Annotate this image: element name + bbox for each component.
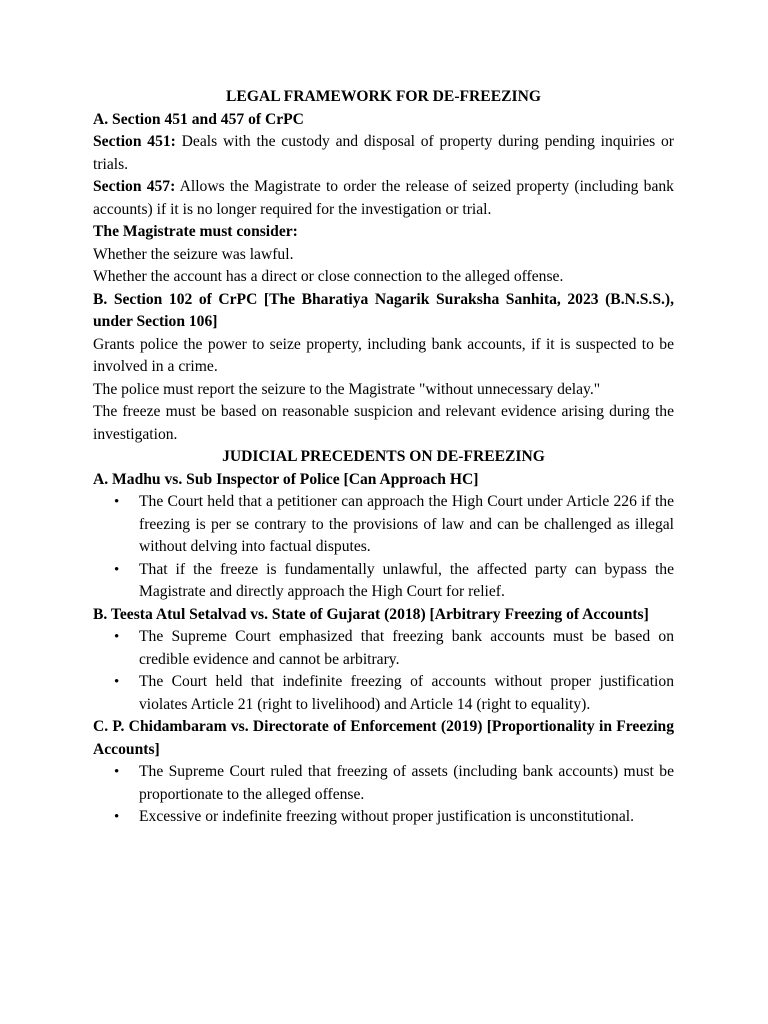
heading-magistrate-consider: The Magistrate must consider: xyxy=(93,223,298,240)
text-section-451: Deals with the custody and disposal of property during pending inquiries or trials. xyxy=(93,133,674,173)
list-case-chidambaram xyxy=(93,761,674,829)
list-item-text: That if the freeze is fundamentally unlawful, the affected party can bypass the Magistrate and directly approach the High Court for relief. xyxy=(139,560,674,600)
heading-case-madhu: A. Madhu vs. Sub Inspector of Police [Can Approach HC] xyxy=(93,470,479,488)
list-item xyxy=(93,491,674,559)
list-item-text: The Court held that indefinite freezing of accounts without proper justification violates Article 21 (right to livelihood) and Article 14 (right to equality). xyxy=(139,673,674,713)
bullet-icon: • xyxy=(114,674,120,690)
paragraph-section-451 xyxy=(93,131,674,176)
list-item xyxy=(93,671,674,716)
paragraph-report-magistrate: The police must report the seizure to the Magistrate "without unnecessary delay." xyxy=(93,380,601,398)
label-section-457: Section 457: xyxy=(93,178,176,195)
bullet-icon: • xyxy=(114,809,120,825)
list-item xyxy=(93,761,674,806)
consider-item-lawful: Whether the seizure was lawful. xyxy=(93,245,294,263)
section-title-judicial-precedents: JUDICIAL PRECEDENTS ON DE-FREEZING xyxy=(222,448,545,465)
document-page xyxy=(93,86,674,829)
list-case-madhu xyxy=(93,491,674,604)
paragraph-police-power: Grants police the power to seize property, including bank accounts, if it is suspected to be involved in a crime. xyxy=(93,335,674,375)
list-item xyxy=(93,559,674,604)
list-item-text: The Supreme Court ruled that freezing of assets (including bank accounts) must be proportionate to the alleged offense. xyxy=(139,763,674,803)
list-item-text: The Court held that a petitioner can approach the High Court under Article 226 if the freezing is per se contrary to the provisions of law and can be challenged as illegal without delving into factual disputes. xyxy=(139,493,674,555)
list-case-teesta xyxy=(93,626,674,716)
bullet-icon: • xyxy=(114,561,120,578)
paragraph-reasonable-suspicion: The freeze must be based on reasonable suspicion and relevant evidence arising during the investigation. xyxy=(93,403,674,443)
bullet-icon: • xyxy=(114,494,120,510)
heading-case-teesta: B. Teesta Atul Setalvad vs. State of Gujarat (2018) [Arbitrary Freezing of Accounts] xyxy=(93,605,649,623)
bullet-icon: • xyxy=(114,629,120,645)
list-item xyxy=(93,806,674,829)
heading-case-chidambaram: C. P. Chidambaram vs. Directorate of Enforcement (2019) [Proportionality in Freezing Accounts] xyxy=(93,718,674,758)
section-title-legal-framework: LEGAL FRAMEWORK FOR DE-FREEZING xyxy=(226,88,541,105)
heading-section-102: B. Section 102 of CrPC [The Bharatiya Nagarik Suraksha Sanhita, 2023 (B.N.S.S.), under Section 106] xyxy=(93,290,674,330)
consider-item-connection: Whether the account has a direct or close connection to the alleged offense. xyxy=(93,268,564,285)
list-item-text: Excessive or indefinite freezing without proper justification is unconstitutional. xyxy=(139,808,634,825)
paragraph-section-457 xyxy=(93,176,674,221)
heading-section-451-457: A. Section 451 and 457 of CrPC xyxy=(93,110,304,128)
label-section-451: Section 451: xyxy=(93,133,176,150)
list-item-text: The Supreme Court emphasized that freezing bank accounts must be based on credible evidence and cannot be arbitrary. xyxy=(139,628,674,668)
text-section-457: Allows the Magistrate to order the release of seized property (including bank accounts) if it is no longer required for the investigation or trial. xyxy=(93,178,674,218)
list-item xyxy=(93,626,674,671)
bullet-icon: • xyxy=(114,764,120,780)
